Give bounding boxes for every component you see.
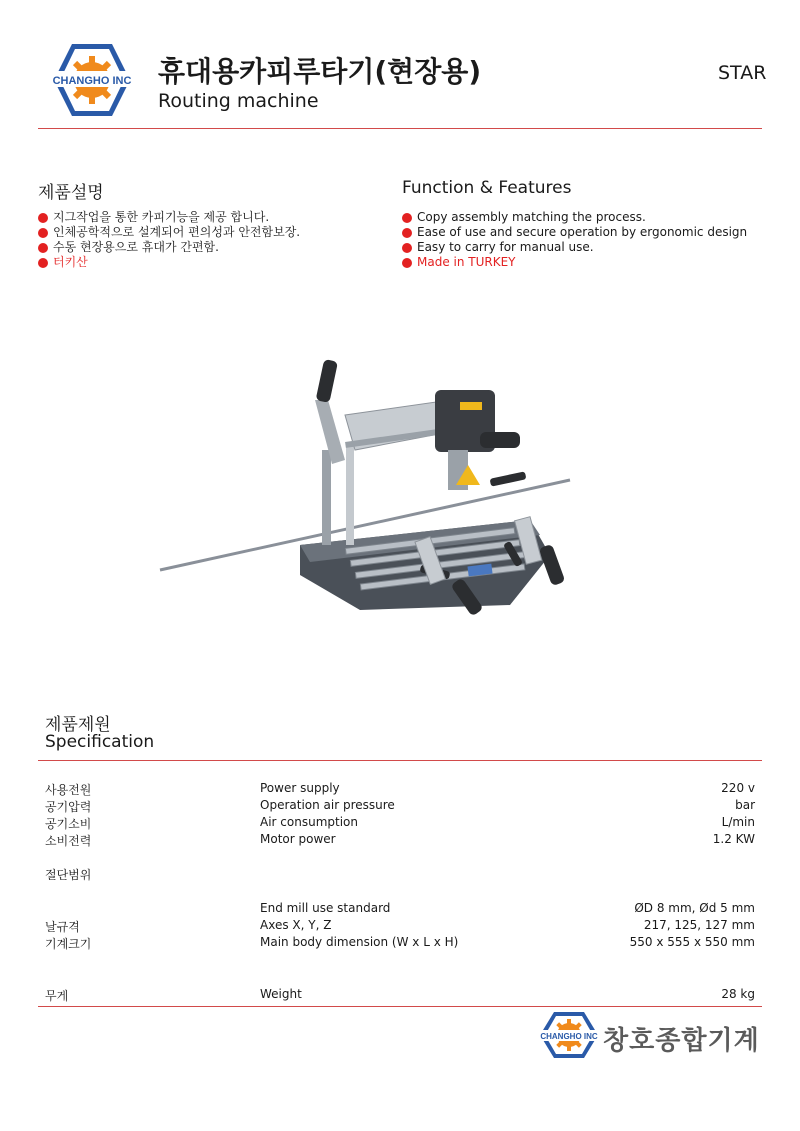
spec-heading-en: Specification <box>45 732 155 752</box>
spec-value: bar <box>735 798 755 812</box>
spec-heading-ko: 제품제원 <box>45 715 111 735</box>
table-row <box>45 815 757 832</box>
spec-label-en: Axes X, Y, Z <box>260 918 332 932</box>
list-item: 지그작업을 통한 카피기능을 제공 합니다. <box>38 210 300 225</box>
spec-label-ko: 소비전력 <box>45 834 92 848</box>
list-item: Copy assembly matching the process. <box>402 210 747 225</box>
features-ko-list <box>38 210 300 270</box>
spec-label-ko: 사용전원 <box>45 783 92 797</box>
bullet-icon <box>402 243 412 253</box>
spec-value: 217, 125, 127 mm <box>643 918 755 932</box>
spec-label-ko: 공기소비 <box>45 817 92 831</box>
list-item: Easy to carry for manual use. <box>402 240 747 255</box>
table-row <box>45 832 757 849</box>
header-divider <box>38 128 762 129</box>
spec-bottom-divider <box>38 1006 762 1007</box>
table-row <box>45 987 757 1004</box>
features-en-list <box>402 210 747 270</box>
table-row <box>45 935 757 952</box>
bullet-icon <box>402 258 412 268</box>
bullet-icon <box>402 213 412 223</box>
spec-label-ko: 날규격 <box>45 920 80 934</box>
spec-label-en: Power supply <box>260 781 340 795</box>
bullet-icon <box>38 228 48 238</box>
list-item: Made in TURKEY <box>402 255 747 270</box>
spec-label-en: End mill use standard <box>260 901 391 915</box>
model-name: STAR <box>718 62 767 84</box>
spec-label-ko: 기계크기 <box>45 937 92 951</box>
bullet-icon <box>402 228 412 238</box>
table-row <box>45 781 757 798</box>
spec-value: 1.2 KW <box>712 832 755 846</box>
bullet-icon <box>38 243 48 253</box>
spec-top-divider <box>38 760 762 761</box>
company-name: 창호종합기계 <box>603 1026 760 1056</box>
spec-value: ØD 8 mm, Ød 5 mm <box>634 901 755 915</box>
list-item: 인체공학적으로 설계되어 편의성과 안전함보장. <box>38 225 300 240</box>
spec-label-en: Operation air pressure <box>260 798 395 812</box>
title-english: Routing machine <box>158 90 319 112</box>
spec-value: 220 v <box>721 781 755 795</box>
table-row <box>45 901 757 918</box>
routing-machine-image <box>150 340 600 640</box>
spec-label-ko: 공기압력 <box>45 800 92 814</box>
spec-label-en: Weight <box>260 987 302 1001</box>
list-item: Ease of use and secure operation by ergonomic design <box>402 225 747 240</box>
changho-logo <box>52 40 132 120</box>
spec-value: L/min <box>721 815 755 829</box>
footer-logo-text: CHANGHO INC <box>540 1032 598 1041</box>
features-en-heading: Function & Features <box>402 178 572 198</box>
features-ko-heading: 제품설명 <box>38 183 104 203</box>
spec-label-en: Air consumption <box>260 815 358 829</box>
bullet-icon <box>38 213 48 223</box>
bullet-icon <box>38 258 48 268</box>
list-item: 수동 현장용으로 휴대가 간편함. <box>38 240 300 255</box>
spec-label-en: Main body dimension (W x L x H) <box>260 935 459 949</box>
title-korean: 휴대용카피루타기(현장용) <box>158 55 482 88</box>
table-row <box>45 798 757 815</box>
table-row <box>45 866 757 883</box>
spec-value: 28 kg <box>721 987 755 1001</box>
footer-logo <box>538 1010 600 1060</box>
spec-label-ko: 절단범위 <box>45 868 92 882</box>
list-item: 터키산 <box>38 255 300 270</box>
logo-text: CHANGHO INC <box>52 75 132 87</box>
table-row <box>45 918 757 935</box>
spec-label-ko: 무게 <box>45 989 69 1003</box>
spec-label-en: Motor power <box>260 832 336 846</box>
spec-value: 550 x 555 x 550 mm <box>629 935 755 949</box>
